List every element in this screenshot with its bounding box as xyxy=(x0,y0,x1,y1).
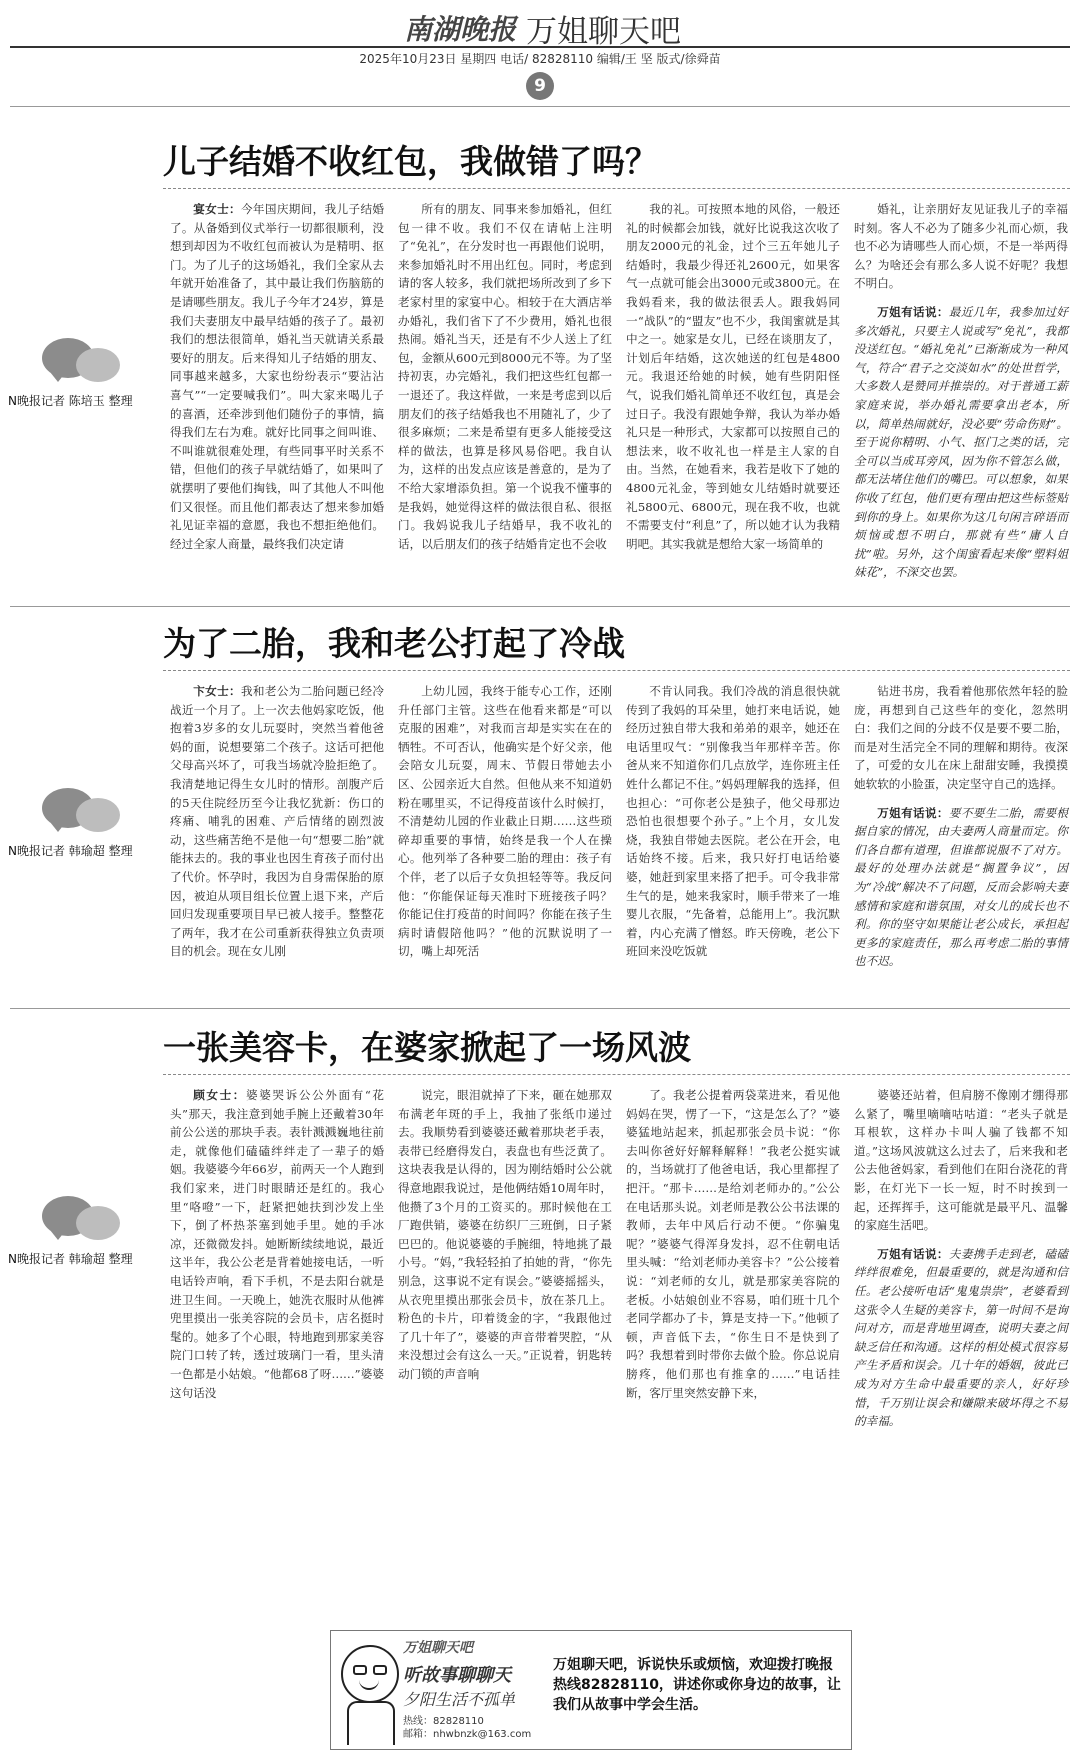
editor-note: 万姐有话说：要不要生二胎，需要根据自家的情况，由夫妻两人商量而定。你们各自都有道理，但谁都说服不了对方。最好的处理办法就是“搁置争议”，因为“冷战”解决不了问题，反而会影响夫妻感情和家庭和谐氛围，对女儿的成长也不利。你的坚守如果能让老公成长，承担起更多的家庭责任，那么再考虑二胎的事情也不迟。 xyxy=(854,805,1068,969)
editor-note: 万姐有话说：夫妻携手走到老，磕磕绊绊很难免，但最重要的，就是沟通和信任。老公接听电话“鬼鬼祟祟”，老婆看到这张令人生疑的美容卡，第一时间不是询问对方，而是背地里调查，说明夫妻之间缺乏信任和沟通。这样的相处模式很容易产生矛盾和误会。几十年的婚姻，彼此已成为对方生命中最重要的亲人，好好珍惜，千万别让误会和嫌隙来破坏得之不易的幸福。 xyxy=(854,1246,1068,1429)
headline-rule xyxy=(163,1074,1070,1075)
chat-bubbles-icon xyxy=(42,336,132,386)
story-headline: 为了二胎，我和老公打起了冷战 xyxy=(163,624,625,663)
reporter-credit: N晚报记者 韩瑜超 整理 xyxy=(8,844,133,858)
meta-line: 2025年10月23日 星期四 电话/ 82828110 编辑/王 坚 版式/徐舜苗 xyxy=(359,52,721,66)
column-name: 万姐聊天吧 xyxy=(526,14,681,50)
story-column: 说完，眼泪就掉了下来，砸在她那双布满老年斑的手上，我抽了张纸巾递过去。我顺势看到婆婆还戴着那块老手表，表带已经磨得发白，表盘也有些泛黄了。这块表我是认得的，因为刚结婚时公公就得意地跟我说过，是他俩结婚10周年时，他攒了3个月的工资买的。那时候他在工厂跑供销，婆婆在纺织厂三班倒，日子紧巴巴的。他说婆婆的手腕细，特地挑了最小号。“妈，”我轻轻拍了拍她的背，“你先别急，这事说不定有误会。”婆婆摇摇头，从衣兜里摸出那张会员卡，放在茶几上。粉色的卡片，印着烫金的字，“我跟他过了几十年了”，婆婆的声音带着哭腔，“从来没想过会有这么一天。”正说着，钥匙转动门锁的声音响 xyxy=(398,1088,612,1381)
story-columns xyxy=(170,200,1068,582)
headline-rule xyxy=(163,188,1070,189)
story-text: 婆婆还站着，但肩膀不像刚才绷得那么紧了，嘴里嘀嘀咕咕道：“老头子就是耳根软，这样办卡叫人骗了钱都不知道。”这场风波就这么过去了，后来我和老公去他爸妈家，看到他们在阳台浇花的背影，在灯光下一长一短，时不时挨到一起，还挥挥手，这可能就是最平凡、温馨的家庭生活吧。 xyxy=(854,1088,1068,1233)
page-number: 9 xyxy=(526,72,554,100)
ad-title: 万姐聊天吧 xyxy=(403,1640,473,1656)
story-column: 了。我老公提着两袋菜进来，看见他妈妈在哭，愣了一下，“这是怎么了？”婆婆猛地站起来，抓起那张会员卡说：“你去叫你爸好好解释解释！”我老公挺实诚的，当场就打了他爸电话，我心里都捏了把汗。“那卡……是给刘老师办的。”公公在电话那头说。刘老师是教公公书法课的教师，去年中风后行动不便。“你骗鬼呢？”婆婆气得浑身发抖，忍不住朝电话里头喊：“给刘老师办美容卡？”公公接着说：“刘老师的女儿，就是那家美容院的老板。小姑娘创业不容易，咱们班十几个老同学都办了卡，算是支持一下。”他顿了顿，声音低下去，“你生日不是快到了吗？我想着到时带你去做个脸。你总说肩膀疼，他们那也有推拿的……”电话挂断，客厅里突然安静下来， xyxy=(626,1088,840,1400)
masthead xyxy=(0,0,1080,50)
editor-label: 万姐有话说： xyxy=(877,805,949,820)
story-columns xyxy=(170,1086,1068,1431)
story-2 xyxy=(0,618,1080,1018)
ad-phone: 热线：82828110 xyxy=(403,1716,484,1727)
editor-note: 万姐有话说：最近几年，我参加过好多次婚礼，只要主人说或写“免礼”，我都没送红包。“婚礼免礼”已渐渐成为一种风气，符合“君子之交淡如水”的处世哲学，大多数人是赞同并推崇的。对于普通工薪家庭来说，举办婚礼需要拿出老本，所以，简单热闹就好，没必要“劳命伤财”。至于说你精明、小气、抠门之类的话，完全可以当成耳旁风，因为你不管怎么做，都无法堵住他们的嘴巴。可以想象，如果你收了红包，他们更有理由把这些标签贴到你的身上。如果你为这几句闲言碎语而烦恼或想不明白，那就有些“庸人自扰”啦。另外，这个闺蜜看起来像“塑料姐妹花”，不深交也罢。 xyxy=(854,304,1068,580)
header-rule xyxy=(10,106,1070,107)
story-column: 不肯认同我。我们冷战的消息很快就传到了我妈的耳朵里，她打来电话说，她经历过独自带大我和弟弟的艰辛，她还在电话里叹气：“别像我当年那样辛苦。你爸从来不知道你们几点放学，连你班主任姓什么都记不住。”妈妈理解我的选择，但也担心：“可你老公是独子，他父母那边恐怕也很想要个孙子。”上个月，女儿发烧，我独自带她去医院。老公在开会，电话始终不接。后来，我只好打电话给婆婆，她赶到家里来搭了把手。可令我非常生气的是，她来我家时，顺手带来了一堆婴儿衣服，“先备着，总能用上”。我沉默着，内心充满了憎怒。昨天傍晚，老公下班回来没吃饭就 xyxy=(626,684,840,959)
story-column: 我的礼。可按照本地的风俗，一般还礼的时候都会加钱，就好比说我这次收了朋友2000元的礼金，过个三五年她儿子结婚时，我最少得还礼2600元，如果客气一点就可能会出3000元或3800元。在我妈看来，我的做法很丢人。跟我妈同一“战队”的“盟友”也不少，我闺蜜就是其中之一。她家是女儿，已经在谈朋友了，计划后年结婚，这次她送的红包是4800元。我退还给她的时候，她有些阴阳怪气，说我们婚礼简单还不收红包，真是会过日子。我没有跟她争辩，我认为举办婚礼只是一种形式，大家都可以按照自己的想法来，收不收礼也一样是主人家的自由。当然，在她看来，我若是收下了她的4800元礼金，等到她女儿结婚时就要还礼5800元、6800元，现在我不收，也就不需要支付“利息”了，所以她才认为我精明吧。其实我就是想给大家一场简单的 xyxy=(626,202,840,551)
story-column: 宴女士：今年国庆期间，我儿子结婚了。从备婚到仪式举行一切都很顺利，没想到却因为不收红包而被认为是精明、抠门。为了儿子的这场婚礼，我们全家从去年就开始准备了，其中最让我们伤脑筋的是请哪些朋友。我儿子今年才24岁，算是我们夫妻朋友中最早结婚的孩子了。最初我们的想法很简单，婚礼当天就请关系最要好的朋友。后来得知儿子结婚的朋友、同事越来越多，大家也纷纷表示“要沾沾喜气”“一定要喊我们”。叫大家来喝儿子的喜酒，还牵涉到他们随份子的事情，搞得我们左右为难。就好比同事之间叫谁、不叫谁就很难处理，有些同事平时关系不错，但他们的孩子早就结婚了，如果叫了就摆明了要他们掏钱，叫了其他人不叫他们又很怪。而且他们都表达了想来参加婚礼见证幸福的意愿，我也不想拒绝他们。经过全家人商量，最终我们决定请 xyxy=(170,202,384,551)
ad-text: 万姐聊天吧，诉说快乐或烦恼，欢迎拨打晚报热线82828110，讲述你或你身边的故事，让我们从故事中学会生活。 xyxy=(553,1657,841,1713)
reporter-credit: N晚报记者 陈培玉 整理 xyxy=(8,394,133,408)
cartoon-man-icon xyxy=(341,1645,399,1703)
editor-label: 万姐有话说： xyxy=(877,1246,949,1261)
story-column: 上幼儿园，我终于能专心工作，还刚升任部门主管。这些在他看来都是“可以克服的困难”，对我而言却是实实在在的牺牲。不可否认，他确实是个好父亲，他会陪女儿玩耍，周末、节假日带她去小区、公园亲近大自然。但他从来不知道奶粉在哪里买，不记得疫苗该什么时候打，不清楚幼儿园的作业截止日期……这些琐碎却重要的事情，始终是我一个人在操心。他列举了各种要二胎的理由：孩子有个伴，老了以后子女负担轻等等。我反问他：“你能保证每天准时下班接孩子吗？你能记住打疫苗的时间吗？你能在孩子生病时请假陪他吗？”他的沉默说明了一切，嘴上却死活 xyxy=(398,684,612,959)
story-lead: 宴女士： xyxy=(193,202,241,216)
story-column: 卞女士：我和老公为二胎问题已经冷战近一个月了。上一次去他妈家吃饭，他抱着3岁多的女儿玩耍时，突然当着他爸妈的面，说想要第二个孩子。这话可把他父母高兴坏了，可我当场就冷脸拒绝了。我清楚地记得生女儿时的情形。剖腹产后的5天住院经历至今让我忆犹新：伤口的疼痛、哺乳的困难、产后情绪的剧烈波动，这些痛苦绝不是他一句“想要二胎”就能抹去的。我的事业也因生育孩子而付出了代价。怀孕时，我因为自身需保胎的原因，被迫从项目组长位置上退下来，产后回归发现重要项目早已被人接手。整整花了两年，我才在公司重新获得独立负责项目的机会。现在女儿刚 xyxy=(170,684,384,959)
headline-rule xyxy=(163,670,1070,671)
story-lead: 顾女士： xyxy=(193,1088,247,1102)
story-headline: 一张美容卡，在婆家掀起了一场风波 xyxy=(163,1028,691,1067)
story-text: 钻进书房，我看着他那依然年轻的脸庞，再想到自己这些年的变化，忽然明白：我们之间的分歧不仅是要不要二胎，而是对生活完全不同的理解和期待。夜深了，可爱的女儿在床上甜甜安睡，我摸摸她软软的小脸蛋，决定坚守自己的选择。 xyxy=(854,684,1068,791)
story-column: 顾女士：婆婆哭诉公公外面有“花头”那天，我注意到她手腕上还戴着30年前公公送的那块手表。表针溅溅巍地往前走，就像他们磕磕绊绊走了一辈子的婚姻。我婆婆今年66岁，前两天一个人跑到我们家来，进门时眼睛还是红的。我心里“咯噔”一下，赶紧把她扶到沙发上坐下，倒了杯热茶塞到她手里。她的手冰凉，还微微发抖。她断断续续地说，最近这半年，我公公老是背着她接电话，一听电话铃声响，看下手机，不是去阳台就是进卫生间。一天晚上，她洗衣服时从他裤兜里摸出一张美容院的会员卡，店名挺时髦的。她多了个心眼，特地跑到那家美容院门口转了转，透过玻璃门一看，里头清一色都是小姑娘。“他都68了呀……”婆婆这句话没 xyxy=(170,1088,384,1400)
story-column xyxy=(854,200,1068,582)
ad-slogan: 夕阳生活不孤单 xyxy=(403,1690,516,1709)
story-lead: 卞女士： xyxy=(193,684,241,698)
cartoon-body-icon xyxy=(347,1701,395,1745)
hotline-ad xyxy=(330,1630,852,1750)
story-3 xyxy=(0,1022,1080,1429)
section-rule xyxy=(10,606,1070,607)
chat-bubbles-icon xyxy=(42,1194,132,1244)
story-columns xyxy=(170,682,1068,971)
story-1 xyxy=(0,136,1080,616)
reporter-credit: N晚报记者 韩瑜超 整理 xyxy=(8,1252,133,1266)
ad-email: 邮箱：nhwbnzk@163.com xyxy=(403,1729,532,1740)
masthead-rule xyxy=(10,46,1070,48)
ad-contact xyxy=(403,1715,531,1741)
chat-bubbles-icon xyxy=(42,786,132,836)
story-column xyxy=(854,1086,1068,1431)
story-column: 所有的朋友、同事来参加婚礼，但红包一律不收。我们不仅在请帖上注明了“免礼”，在分发时也一再跟他们说明，来参加婚礼时不用出红包。同时，考虑到请的客人较多，我们就把场所改到了乡下老家村里的家宴中心。相较于在大酒店举办婚礼，我们省下了不少费用，婚礼也很热闹。婚礼当天，还是有不少人送上了红包，金额从600元到8000元不等。为了坚持初衷，办完婚礼，我们把这些红包都一一退还了。我这样做，一来是考虑到以后朋友们的孩子结婚我也不用随礼了，少了很多麻烦；二来是希望有更多人能接受这样的做法，也算是移风易俗吧。我自认为，这样的出发点应该是善意的，是为了不给大家增添负担。第一个说我不懂事的是我妈，她觉得这样的做法很自私、很抠门。我妈说我儿子结婚早，我不收礼的话，以后朋友们的孩子结婚肯定也不会收 xyxy=(398,202,612,551)
story-headline: 儿子结婚不收红包，我做错了吗？ xyxy=(163,142,658,181)
story-text: 婚礼，让亲朋好友见证我儿子的幸福时刻。客人不必为了随多少礼而心烦，我也不必为请哪些人而心烦，不是一举两得么？为啥还会有那么多人说不好呢？我想不明白。 xyxy=(854,202,1068,291)
section-rule xyxy=(10,1008,1070,1009)
newspaper-logo: 南湖晚报 xyxy=(404,13,517,46)
story-column xyxy=(854,682,1068,971)
ad-slogan: 听故事聊聊天 xyxy=(403,1665,511,1686)
editor-label: 万姐有话说： xyxy=(877,304,949,319)
